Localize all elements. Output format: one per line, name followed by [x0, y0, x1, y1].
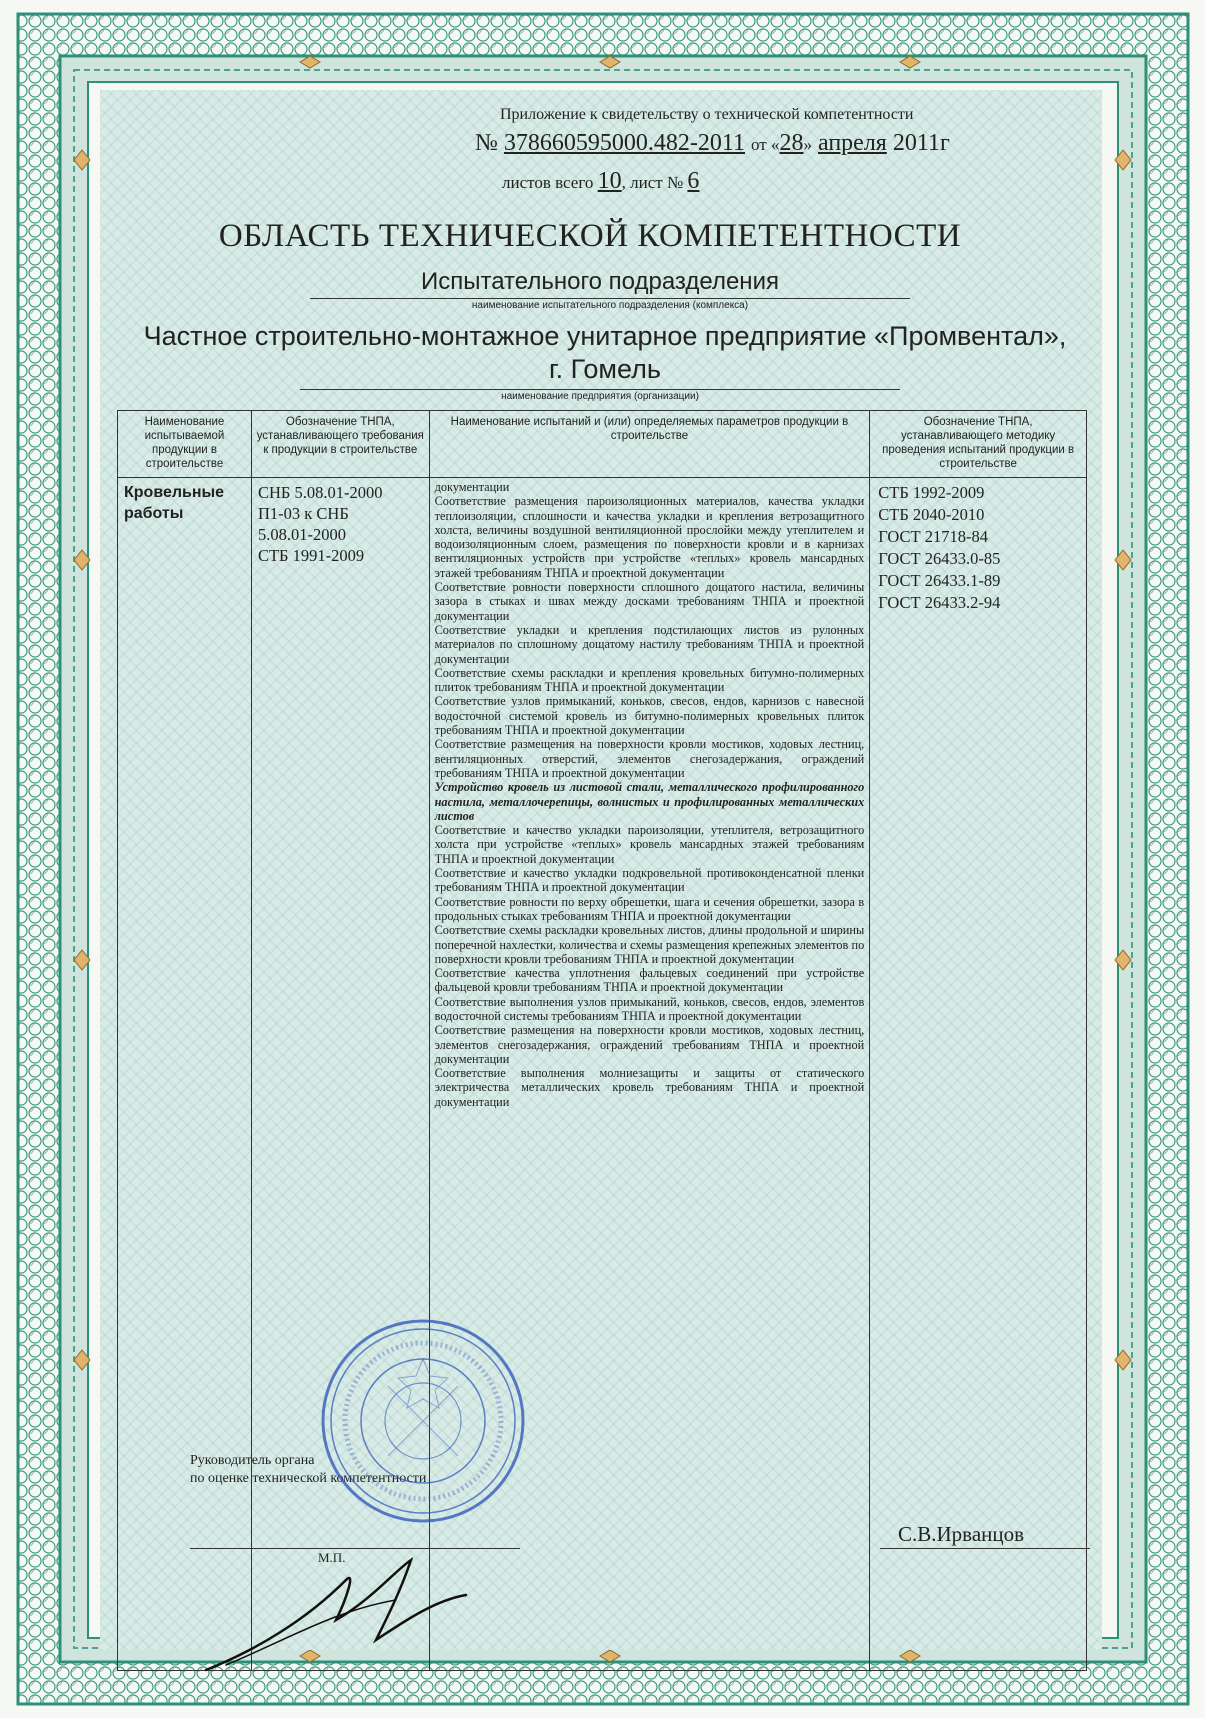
date-quote: » [803, 135, 812, 154]
parameter-item: Соответствие ровности поверхности сплошного дощатого настила, величины зазора в стыках и швах между досками требованиям ТНПА и проектной документации [434, 580, 865, 623]
number-label: № [475, 130, 498, 156]
header-product: Наименование испытываемой продукции в строительстве [118, 411, 252, 478]
parameter-item: Соответствие качества уплотнения фальцевых соединений при устройстве фальцевой кровли требованиям ТНПА и проектной документации [434, 966, 865, 995]
parameter-item: Соответствие схемы раскладки и крепления кровельных битумно-полимерных плиток требованиям ТНПА и проектной документации [434, 665, 865, 695]
date-from-label: от « [751, 135, 780, 154]
signer-name: С.В.Ирванцов [898, 1522, 1025, 1546]
parameter-item: Соответствие ровности по верху обрешетки, шага и сечения обрешетки, зазора в продольных стыках требованиям ТНПА и проектной документации [434, 894, 865, 923]
subdivision-underline [310, 298, 910, 299]
method-item: ГОСТ 26433.0-85 [878, 549, 1001, 568]
seal-place-label: М.П. [318, 1550, 346, 1565]
sheets-total: 10 [597, 168, 622, 194]
organization-name [140, 320, 1070, 386]
parameter-section-heading: Устройство кровель из листовой стали, металлического профилированного настила, металлочерепицы, волнистых и профилированных металлических листов [434, 780, 865, 823]
sheets-total-label: листов всего [502, 173, 594, 192]
parameter-item: Соответствие и качество укладки подкровельной противоконденсатной пленки требованиям ТНПА и проектной документации [434, 866, 865, 895]
header-tnpa-methods: Обозначение ТНПА, устанавливающего методику проведения испытаний продукции в строительстве [870, 411, 1087, 478]
methods-cell [870, 478, 1087, 1671]
date-month: апреля [817, 130, 887, 156]
product-cell: Кровельные работы [118, 478, 252, 1671]
name-underline [880, 1548, 1090, 1549]
date-year: 2011г [892, 130, 950, 156]
method-item: ГОСТ 26433.2-94 [878, 593, 1001, 612]
tnpa-item: СТБ 1991-2009 [257, 546, 365, 565]
subdivision-caption: наименование испытательного подразделения (комплекса) [471, 300, 749, 311]
tnpa-item: СНБ 5.08.01-2000 [257, 483, 383, 502]
parameter-item: Соответствие схемы раскладки кровельных листов, длины продольной и ширины поперечной нахлестки, количества и схемы размещения крепежных элементов по поверхности кровли требованиям ТНПА и проектной документации [434, 923, 865, 966]
appendix-line: Приложение к свидетельству о технической компетентности [500, 106, 914, 123]
organization-underline [300, 389, 900, 390]
signer-title-line-1: Руководитель органа [190, 1453, 315, 1468]
table-header-row [118, 411, 1087, 478]
method-item: СТБ 2040-2010 [878, 505, 985, 524]
parameter-item: Соответствие узлов примыканий, коньков, свесов, ендов, карнизов с навесной водосточной системой кровель из битумно-полимерных кровельных плиток требованиям ТНПА и проектной документации [434, 694, 865, 738]
table-row [118, 478, 1087, 1671]
parameter-item: Соответствие размещения на поверхности кровли мостиков, ходовых лестниц, вентиляционных отверстий, элементов снегозадержания, ограждений требованиям ТНПА и проектной документации [434, 737, 865, 780]
organization-line-1: Частное строительно-монтажное унитарное предприятие «Промвентал», [143, 321, 1067, 351]
method-item: СТБ 1992-2009 [878, 483, 985, 502]
sheet-number: 6 [687, 168, 700, 194]
parameter-item: Соответствие размещения пароизоляционных материалов, качества укладки теплоизоляции, сплошности и качества укладки и крепления ветрозащитного холста, величины воздушной вентиляционной прослойки между утеплителем и водоизоляционным слоем, размещения по поверхности кровли и в карнизах вентиляционных устройств при устройстве «теплых» кровель мансардных этажей требованиям ТНПА и проектной документации [434, 494, 865, 580]
parameter-item: Соответствие выполнения узлов примыканий, коньков, свесов, ендов, элементов водосточной системы требованиям ТНПА и проектной документации [434, 994, 865, 1023]
organization-line-2: г. Гомель [549, 354, 661, 384]
document-title: ОБЛАСТЬ ТЕХНИЧЕСКОЙ КОМПЕТЕНТНОСТИ [218, 218, 962, 254]
organization-caption: наименование предприятия (организации) [501, 391, 699, 402]
parameter-item: документации [434, 480, 510, 494]
handwritten-signature [196, 1540, 516, 1680]
parameter-item: Соответствие выполнения молниезащиты и защиты от статического электричества металлических кровель требованиям ТНПА и проектной документации [434, 1066, 865, 1109]
sheets-line: листов всего 10, лист № 6 [502, 168, 700, 194]
parameter-item: Соответствие и качество укладки пароизоляции, утеплителя, ветрозащитного холста при устройстве «теплых» кровель мансардных этажей требованиям ТНПА и проектной документации [434, 823, 865, 866]
header-tnpa-requirements: Обозначение ТНПА, устанавливающего требования к продукции в строительстве [251, 411, 429, 478]
round-stamp [318, 1316, 528, 1526]
certificate-number-line [475, 130, 950, 157]
signer-title-line-2: по оценке технической компетентности [190, 1471, 427, 1486]
date-day: 28 [779, 130, 804, 156]
subdivision-name: Испытательного подразделения [421, 268, 779, 295]
tnpa-item: П1-03 к СНБ [257, 504, 349, 523]
certificate-number: 378660595000.482-2011 [503, 130, 746, 156]
method-item: ГОСТ 21718-84 [878, 527, 988, 546]
sheet-number-label: лист № [630, 173, 684, 192]
parameter-item: Соответствие укладки и крепления подстилающих листов из рулонных материалов по сплошному дощатому настилу требованиям ТНПА и проектной документации [434, 622, 865, 666]
method-item: ГОСТ 26433.1-89 [878, 571, 1001, 590]
header-tests: Наименование испытаний и (или) определяемых параметров продукции в строительстве [429, 411, 870, 478]
tnpa-item: 5.08.01-2000 [257, 525, 346, 544]
parameter-item: Соответствие размещения на поверхности кровли мостиков, ходовых лестниц, элементов снегозадержания, ограждений требованиям ТНПА и проектной документации [434, 1023, 865, 1066]
